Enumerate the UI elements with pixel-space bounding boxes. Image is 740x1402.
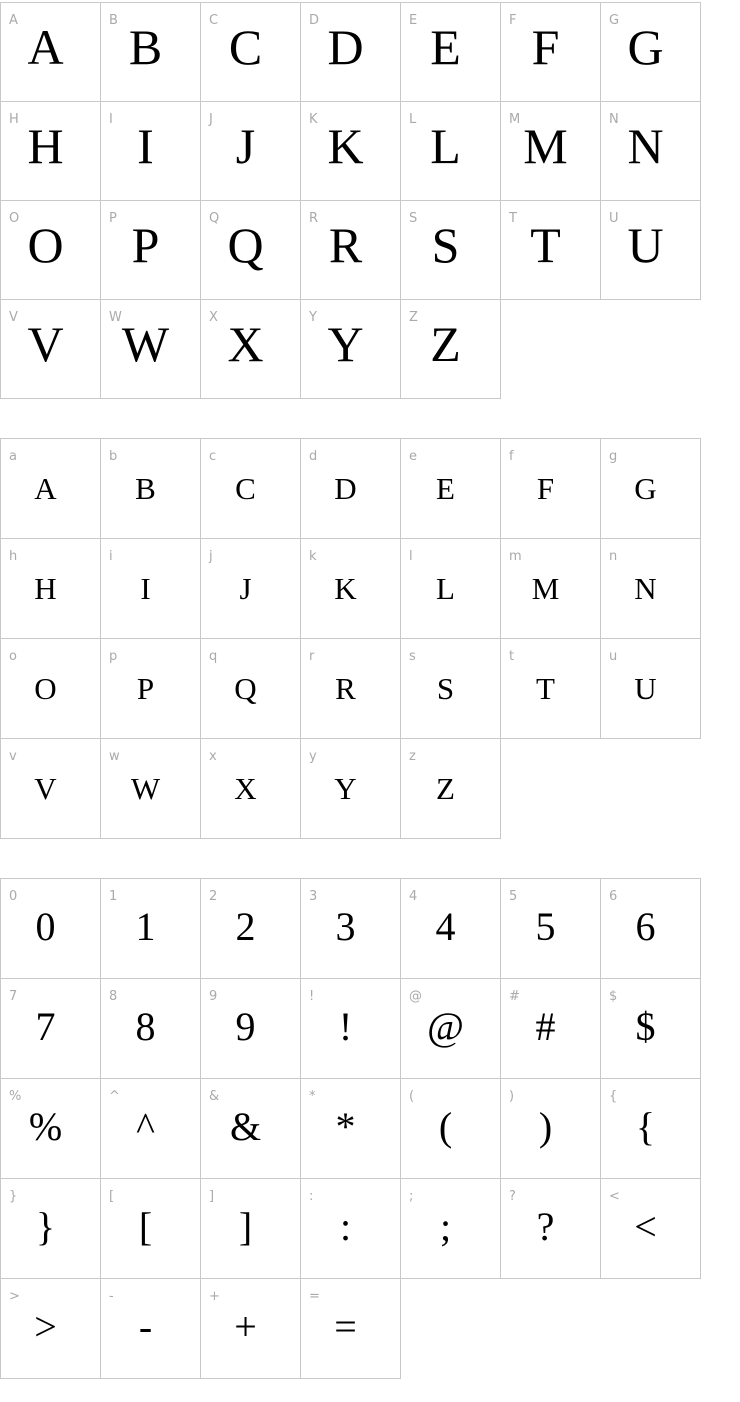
glyph-cell <box>401 439 501 539</box>
glyph-label: ( <box>409 1089 415 1104</box>
glyph-label: & <box>209 1089 220 1104</box>
glyph-cell <box>601 979 701 1079</box>
glyph-label: B <box>109 13 118 28</box>
glyph-cell <box>1 300 101 399</box>
glyph-cell <box>501 879 601 979</box>
glyph-label: h <box>9 549 18 564</box>
glyph-preview: R <box>328 217 363 273</box>
glyph-preview: ( <box>438 1104 453 1149</box>
glyph-preview: 1 <box>135 904 156 949</box>
glyph-preview: A <box>34 471 57 506</box>
glyph-preview: Q <box>234 671 257 706</box>
glyph-cell <box>601 1179 701 1279</box>
glyph-label: 6 <box>609 889 618 904</box>
glyph-label: t <box>509 649 515 664</box>
glyph-label: $ <box>609 989 618 1004</box>
glyph-cell <box>301 1279 401 1379</box>
glyph-cell <box>101 300 201 399</box>
glyph-preview: N <box>627 118 664 174</box>
glyph-preview: C <box>235 471 256 506</box>
glyph-cell <box>101 639 201 739</box>
glyph-preview: X <box>227 316 264 372</box>
glyph-cell <box>301 1079 401 1179</box>
glyph-cell <box>201 201 301 300</box>
glyph-preview: T <box>530 217 561 273</box>
glyph-label: n <box>609 549 618 564</box>
glyph-preview: [ <box>138 1204 153 1249</box>
glyph-label: v <box>9 749 17 764</box>
glyph-cell <box>601 879 701 979</box>
glyph-label: k <box>309 549 317 564</box>
glyph-preview: U <box>627 217 664 273</box>
glyph-preview: M <box>523 118 568 174</box>
glyph-label: < <box>609 1189 620 1204</box>
glyph-label: 3 <box>309 889 318 904</box>
glyph-preview: R <box>335 671 356 706</box>
glyph-label: ] <box>209 1189 215 1204</box>
glyph-preview: G <box>627 19 664 75</box>
glyph-label: ! <box>309 989 315 1004</box>
glyph-cell <box>501 201 601 300</box>
glyph-cell <box>601 539 701 639</box>
glyph-preview: 5 <box>535 904 556 949</box>
glyph-preview: T <box>536 671 555 706</box>
glyph-preview: # <box>535 1004 556 1049</box>
glyph-cell <box>201 3 301 102</box>
glyph-cell <box>1 1279 101 1379</box>
glyph-cell <box>501 1179 601 1279</box>
glyph-cell <box>501 979 601 1079</box>
glyph-preview: L <box>436 571 455 606</box>
glyph-cell <box>301 1179 401 1279</box>
glyph-label: ^ <box>109 1089 120 1104</box>
glyph-preview: K <box>327 118 364 174</box>
uppercase-letters-grid <box>0 2 701 399</box>
glyph-label: U <box>609 211 619 226</box>
glyph-preview: I <box>137 118 154 174</box>
glyph-preview: P <box>131 217 160 273</box>
glyph-preview: B <box>128 19 163 75</box>
glyph-label: I <box>109 112 113 127</box>
glyph-cell <box>601 102 701 201</box>
glyph-label: A <box>9 13 18 28</box>
glyph-cell <box>501 439 601 539</box>
glyph-label: S <box>409 211 418 226</box>
glyph-cell <box>401 3 501 102</box>
glyph-cell <box>401 879 501 979</box>
glyph-cell <box>201 739 301 839</box>
glyph-label: i <box>109 549 113 564</box>
glyph-preview: ^ <box>136 1104 155 1149</box>
glyph-preview: ! <box>338 1004 353 1049</box>
glyph-cell <box>201 300 301 399</box>
glyph-label: b <box>109 449 118 464</box>
glyph-preview: L <box>430 118 461 174</box>
glyph-cell <box>101 201 201 300</box>
glyph-cell <box>301 3 401 102</box>
glyph-label: a <box>9 449 17 464</box>
glyph-label: s <box>409 649 416 664</box>
glyph-preview: = <box>334 1304 357 1349</box>
glyph-preview: * <box>335 1104 356 1149</box>
glyph-preview: 4 <box>435 904 456 949</box>
glyph-label: 8 <box>109 989 118 1004</box>
glyph-cell <box>601 439 701 539</box>
glyph-label: ; <box>409 1189 414 1204</box>
glyph-preview: H <box>27 118 64 174</box>
glyph-cell <box>101 1079 201 1179</box>
glyph-cell <box>501 1079 601 1179</box>
glyph-label: o <box>9 649 17 664</box>
glyph-cell <box>1 539 101 639</box>
glyph-cell <box>401 979 501 1079</box>
glyph-label: } <box>9 1189 18 1204</box>
glyph-label: 5 <box>509 889 518 904</box>
glyph-cell <box>101 739 201 839</box>
glyph-cell <box>101 3 201 102</box>
glyph-preview: G <box>634 471 657 506</box>
glyph-cell <box>401 739 501 839</box>
glyph-preview: % <box>28 1104 63 1149</box>
glyph-cell <box>201 1179 301 1279</box>
glyph-preview: $ <box>635 1004 656 1049</box>
glyph-preview: F <box>536 471 555 506</box>
glyph-cell <box>601 201 701 300</box>
glyph-label: H <box>9 112 19 127</box>
glyph-preview: M <box>531 571 560 606</box>
glyph-cell <box>401 539 501 639</box>
glyph-label: L <box>409 112 417 127</box>
glyph-label: q <box>209 649 218 664</box>
glyph-preview: Z <box>436 771 455 806</box>
glyph-label: 0 <box>9 889 18 904</box>
glyph-preview: + <box>234 1304 257 1349</box>
glyph-label: m <box>509 549 522 564</box>
glyph-label: ) <box>509 1089 515 1104</box>
glyph-label: Y <box>309 310 317 325</box>
glyph-label: y <box>309 749 317 764</box>
glyph-preview: ] <box>238 1204 253 1249</box>
glyph-cell <box>301 639 401 739</box>
glyph-label: + <box>209 1289 220 1304</box>
glyph-label: [ <box>109 1189 115 1204</box>
glyph-cell <box>1 102 101 201</box>
glyph-preview: 2 <box>235 904 256 949</box>
glyph-preview: W <box>121 316 170 372</box>
glyph-label: T <box>509 211 517 226</box>
glyph-label: ? <box>509 1189 516 1204</box>
glyph-preview: Q <box>227 217 264 273</box>
glyph-preview: K <box>334 571 357 606</box>
glyph-label: x <box>209 749 217 764</box>
glyph-label: w <box>109 749 120 764</box>
glyph-cell <box>501 102 601 201</box>
glyph-cell <box>1 439 101 539</box>
glyph-cell <box>501 3 601 102</box>
glyph-label: @ <box>409 989 422 1004</box>
glyph-cell <box>101 539 201 639</box>
glyph-preview: X <box>234 771 257 806</box>
glyph-cell <box>101 1279 201 1379</box>
glyph-preview: 8 <box>135 1004 156 1049</box>
glyph-preview: < <box>634 1204 657 1249</box>
glyph-cell <box>1 879 101 979</box>
glyph-label: Z <box>409 310 418 325</box>
glyph-preview: 9 <box>235 1004 256 1049</box>
glyph-cell <box>1 201 101 300</box>
glyph-cell <box>401 1079 501 1179</box>
glyph-preview: S <box>436 671 455 706</box>
glyph-label: W <box>109 310 122 325</box>
glyph-preview: J <box>235 118 256 174</box>
glyph-preview: > <box>34 1304 57 1349</box>
glyph-cell <box>1 739 101 839</box>
glyph-preview: E <box>436 471 455 506</box>
glyph-cell <box>1 1179 101 1279</box>
glyph-cell <box>101 879 201 979</box>
glyph-cell <box>101 102 201 201</box>
glyph-cell <box>301 979 401 1079</box>
glyph-preview: & <box>229 1104 262 1149</box>
glyph-cell <box>201 1279 301 1379</box>
glyph-label: f <box>509 449 514 464</box>
glyph-preview: O <box>27 217 64 273</box>
glyph-cell <box>301 102 401 201</box>
glyph-preview: ) <box>538 1104 553 1149</box>
lowercase-letters-small-caps-grid <box>0 438 701 839</box>
glyph-cell <box>301 879 401 979</box>
glyph-label: * <box>309 1089 316 1104</box>
glyph-preview: W <box>130 771 161 806</box>
glyph-cell <box>501 539 601 639</box>
glyph-label: r <box>309 649 315 664</box>
glyph-label: X <box>209 310 218 325</box>
glyph-cell <box>101 439 201 539</box>
glyph-cell <box>201 1079 301 1179</box>
glyph-cell <box>601 3 701 102</box>
glyph-preview: D <box>327 19 364 75</box>
glyph-preview: P <box>136 671 155 706</box>
glyph-label: D <box>309 13 320 28</box>
glyph-label: E <box>409 13 418 28</box>
glyph-preview: Y <box>327 316 364 372</box>
glyph-label: l <box>409 549 413 564</box>
glyph-cell <box>401 102 501 201</box>
glyph-cell <box>401 300 501 399</box>
glyph-preview: Y <box>334 771 357 806</box>
font-character-map <box>0 2 740 1379</box>
glyph-label: { <box>609 1089 618 1104</box>
glyph-cell <box>1 639 101 739</box>
glyph-label: 9 <box>209 989 218 1004</box>
glyph-label: R <box>309 211 319 226</box>
glyph-preview: ? <box>536 1204 555 1249</box>
glyph-preview: F <box>531 19 560 75</box>
glyph-cell <box>201 639 301 739</box>
glyph-preview: J <box>239 571 252 606</box>
glyph-label: 4 <box>409 889 418 904</box>
glyph-preview: 7 <box>35 1004 56 1049</box>
glyph-preview: V <box>27 316 64 372</box>
glyph-label: K <box>309 112 318 127</box>
glyph-preview: I <box>140 571 151 606</box>
glyph-preview: - <box>138 1304 153 1349</box>
glyph-cell <box>401 201 501 300</box>
glyph-label: F <box>509 13 517 28</box>
glyph-preview: D <box>334 471 357 506</box>
glyph-label: - <box>109 1289 114 1304</box>
glyph-label: # <box>509 989 520 1004</box>
glyph-preview: @ <box>427 1004 464 1049</box>
glyph-label: g <box>609 449 618 464</box>
glyph-label: V <box>9 310 18 325</box>
glyph-preview: ; <box>439 1204 452 1249</box>
glyph-cell <box>401 639 501 739</box>
glyph-preview: U <box>634 671 657 706</box>
glyph-label: J <box>209 112 213 127</box>
glyph-cell <box>101 979 201 1079</box>
glyph-cell <box>201 979 301 1079</box>
glyph-cell <box>201 439 301 539</box>
glyph-label: : <box>309 1189 314 1204</box>
glyph-cell <box>201 539 301 639</box>
glyph-label: C <box>209 13 219 28</box>
glyph-preview: Z <box>430 316 461 372</box>
glyph-preview: S <box>431 217 460 273</box>
glyph-cell <box>301 439 401 539</box>
glyph-cell <box>301 539 401 639</box>
glyph-cell <box>1 1079 101 1179</box>
glyph-preview: V <box>34 771 57 806</box>
glyph-preview: 3 <box>335 904 356 949</box>
glyph-preview: N <box>634 571 657 606</box>
glyph-cell <box>1 3 101 102</box>
glyph-label: c <box>209 449 217 464</box>
glyph-preview: C <box>228 19 263 75</box>
glyph-preview: H <box>34 571 57 606</box>
glyph-label: N <box>609 112 619 127</box>
glyph-preview: A <box>27 19 64 75</box>
glyph-cell <box>201 102 301 201</box>
glyph-label: G <box>609 13 620 28</box>
glyph-cell <box>301 300 401 399</box>
glyph-cell <box>101 1179 201 1279</box>
glyph-label: > <box>9 1289 20 1304</box>
glyph-label: = <box>309 1289 320 1304</box>
glyph-preview: 0 <box>35 904 56 949</box>
glyph-preview: } <box>35 1204 56 1249</box>
glyph-preview: : <box>339 1204 352 1249</box>
glyph-cell <box>401 1179 501 1279</box>
glyph-preview: B <box>135 471 156 506</box>
glyph-cell <box>501 639 601 739</box>
glyph-preview: 6 <box>635 904 656 949</box>
glyph-label: 1 <box>109 889 118 904</box>
glyph-label: z <box>409 749 416 764</box>
glyph-label: O <box>9 211 20 226</box>
glyph-cell <box>601 639 701 739</box>
glyph-cell <box>1 979 101 1079</box>
glyph-label: e <box>409 449 417 464</box>
glyph-cell <box>201 879 301 979</box>
numbers-and-symbols-grid <box>0 878 701 1379</box>
glyph-cell <box>301 201 401 300</box>
glyph-label: 7 <box>9 989 18 1004</box>
glyph-preview: E <box>430 19 461 75</box>
glyph-label: 2 <box>209 889 218 904</box>
glyph-label: P <box>109 211 117 226</box>
glyph-label: u <box>609 649 618 664</box>
glyph-preview: { <box>635 1104 656 1149</box>
glyph-label: d <box>309 449 318 464</box>
glyph-cell <box>301 739 401 839</box>
glyph-cell <box>601 1079 701 1179</box>
glyph-label: j <box>209 549 213 564</box>
glyph-label: Q <box>209 211 220 226</box>
glyph-label: M <box>509 112 521 127</box>
glyph-preview: O <box>34 671 57 706</box>
glyph-label: % <box>9 1089 22 1104</box>
glyph-label: p <box>109 649 118 664</box>
